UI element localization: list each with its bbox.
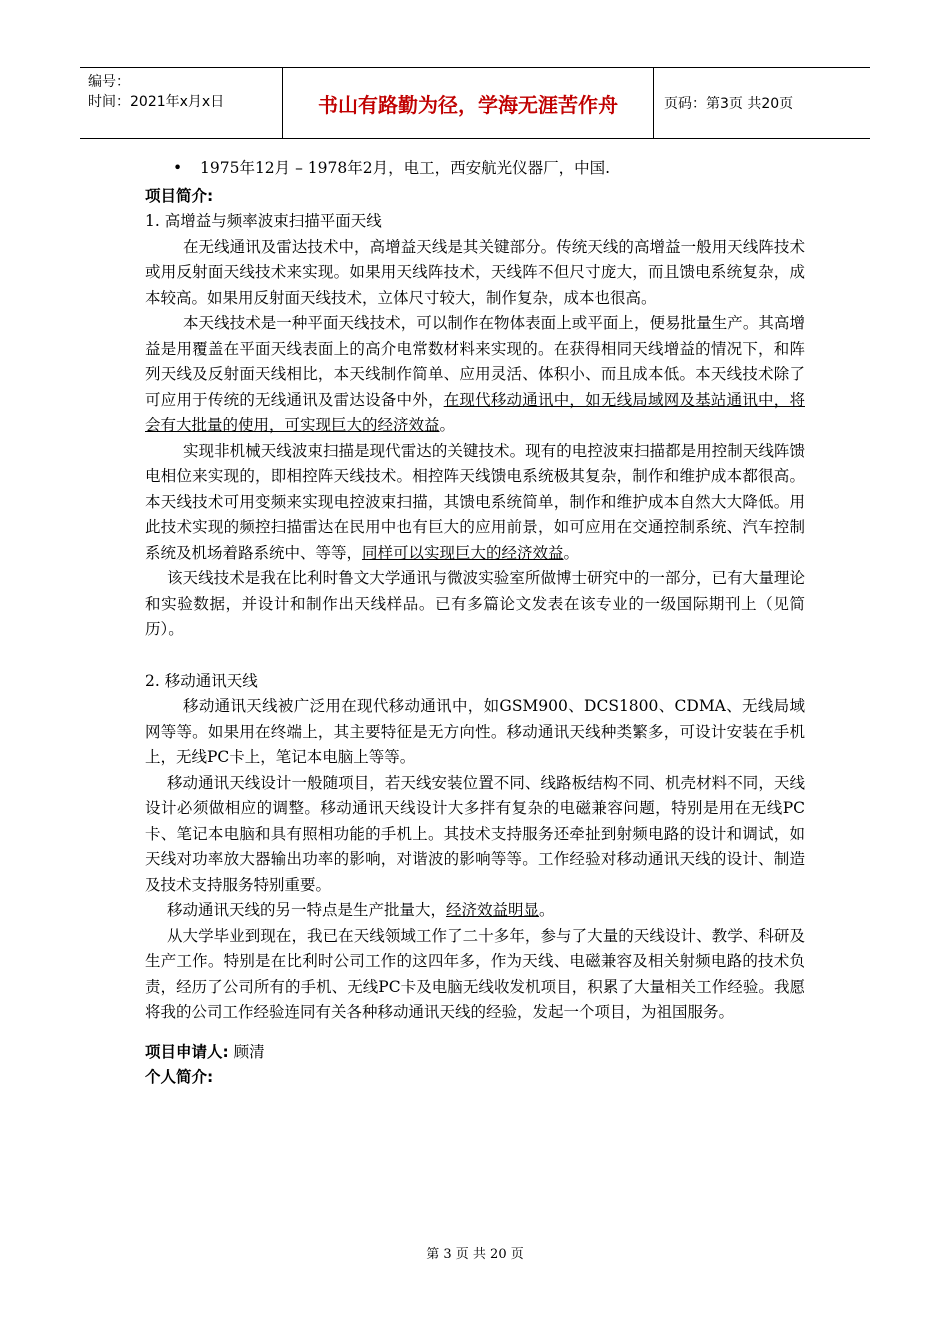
underlined-text: 同样可以实现巨大的经济效益 (362, 543, 564, 562)
project2-paragraph: 移动通讯天线被广泛用在现代移动通讯中，如GSM900、DCS1800、CDMA、无线局域网等等。如果用在终端上，其主要特征是无方向性。移动通讯天线种类繁多，可设计安装在手机上，无线PC卡上，笔记本电脑上等等。 (145, 697, 805, 766)
document-body (145, 156, 805, 1091)
applicant-label: 项目申请人: (145, 1042, 229, 1061)
page-footer: 第 3 页 共 20 页 (426, 1247, 524, 1262)
underlined-text: 在现代移动通讯中，如无线局域网及基站通讯中，将会有大批量的使用，可实现巨大的经济效益 (145, 390, 805, 434)
bullet-icon: • (173, 159, 183, 177)
page-header (80, 67, 870, 139)
project1-paragraph: 在无线通讯及雷达技术中，高增益天线是其关键部分。传统天线的高增益一般用天线阵技术或用反射面天线技术来实现。如果用天线阵技术，天线阵不但尺寸庞大，而且馈电系统复杂，成本较高。如果用反射面天线技术，立体尺寸较大，制作复杂，成本也很高。 (145, 237, 805, 307)
header-motto: 书山有路勤为径，学海无涯苦作舟 (283, 68, 654, 138)
section-title: 项目简介: (145, 186, 214, 205)
applicant-name: 顾清 (233, 1042, 265, 1061)
paragraph-text: 实现非机械天线波束扫描是现代雷达的关键技术。现有的电控波束扫描都是用控制天线阵馈电相位来实现的，即相控阵天线技术。相控阵天线馈电系统极其复杂，制作和维护成本都很高。本天线技术可用变频来实现电控波束扫描，其馈电系统简单，制作和维护成本自然大大降低。用此技术实现的频控扫描雷达在民用中也有巨大的应用前景，如可应用在交通控制系统、汽车控制系统及机场着路系统中、等等， (145, 441, 805, 562)
project2-paragraph: 从大学毕业到现在，我已在天线领域工作了二十多年，参与了大量的天线设计、教学、科研及生产工作。特别是在比利时公司工作的这四年多，作为天线、电磁兼容及相关射频电路的技术负责，经历了公司所有的手机、无线PC卡及电脑无线收发机项目，积累了大量相关工作经验。我愿将我的公司工作经验连同有关各种移动通讯天线的经验，发起一个项目，为祖国服务。 (145, 926, 805, 1021)
bio-label: 个人简介: (145, 1068, 214, 1086)
applicant-line (145, 1040, 805, 1066)
punctuation: 。 (439, 416, 456, 434)
punctuation: 。 (539, 901, 555, 919)
project2-paragraph: 移动通讯天线设计一般随项目，若天线安装位置不同、线路板结构不同、机壳材料不同，天线设计必须做相应的调整。移动通讯天线设计大多拌有复杂的电磁兼容问题，特别是用在无线PC卡、笔记本电脑和具有照相功能的手机上。其技术支持服务还牵扯到射频电路的设计和调试，如天线对功率放大器输出功率的影响，对谐波的影响等等。工作经验对移动通讯天线的设计、制造及技术支持服务特别重要。 (145, 773, 805, 894)
punctuation: 。 (563, 543, 580, 562)
project1-paragraph (145, 311, 805, 439)
project1-title: 1. 高增益与频率波束扫描平面天线 (145, 212, 382, 230)
bullet-text: 1975年12月 – 1978年2月，电工，西安航光仪器厂，中国. (200, 159, 611, 177)
spacer (145, 1026, 805, 1040)
project2-paragraph (145, 898, 805, 924)
header-page-info: 页码：第3页 共20页 (664, 96, 794, 112)
bullet-item (145, 156, 805, 182)
header-meta (80, 68, 283, 138)
number-label: 编号： (88, 74, 130, 90)
spacer (145, 643, 805, 669)
underlined-text: 经济效益明显 (446, 901, 540, 919)
paragraph-text: 移动通讯天线的另一特点是生产批量大， (167, 901, 447, 919)
project1-paragraph: 该天线技术是我在比利时鲁文大学通讯与微波实验室所做博士研究中的一部分，已有大量理论和实验数据，并设计和制作出天线样品。已有多篇论文发表在该专业的一级国际期刊上（见简历）。 (145, 569, 805, 638)
paragraph-text: 本天线技术是一种平面天线技术，可以制作在物体表面上或平面上，便易批量生产。其高增益是用覆盖在平面天线表面上的高介电常数材料来实现的。在获得相同天线增益的情况下，和阵列天线及反射面天线相比，本天线制作简单、应用灵活、体积小、而且成本低。本天线技术除了可应用于传统的无线通讯及雷达设备中外， (145, 314, 805, 409)
date-label: 时间：2021年x月x日 (88, 94, 225, 110)
project2-title: 2. 移动通讯天线 (145, 671, 258, 690)
project1-paragraph (145, 439, 805, 567)
